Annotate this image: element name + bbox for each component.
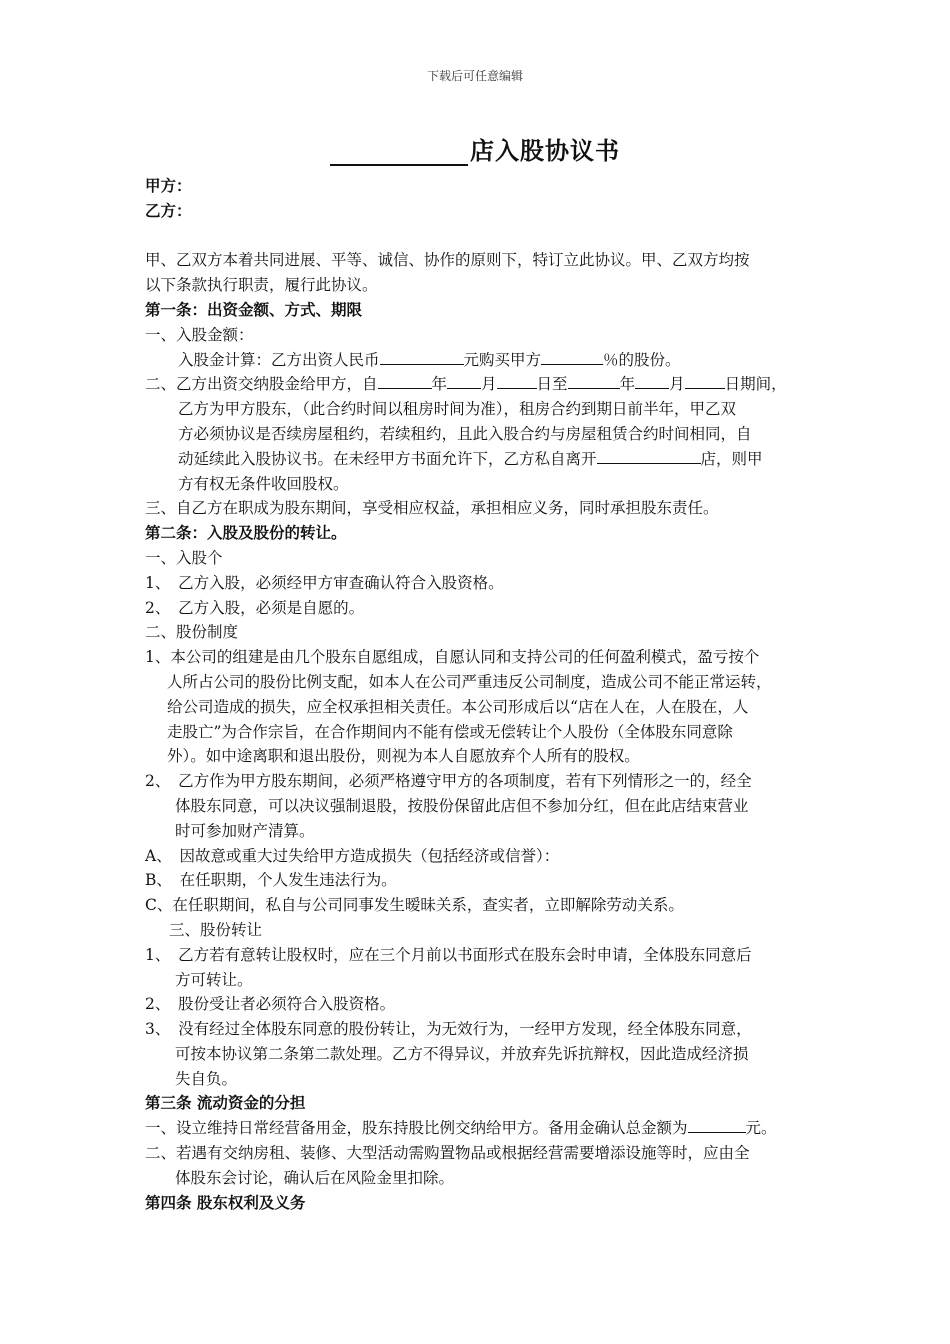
l1-text: 元。 bbox=[745, 1119, 777, 1138]
party-a-label: 甲方： bbox=[145, 176, 192, 195]
article-3-l2: 二、若遇有交纳房租、装修、大型活动需购置物品或根据经营需要增添设施等时，应由全 bbox=[145, 1144, 750, 1163]
date-blank bbox=[635, 373, 669, 389]
calc-text: 元购买甲方 bbox=[463, 350, 542, 369]
article-1-heading: 第一条：出资金额、方式、期限 bbox=[145, 299, 363, 319]
article-3-l1 bbox=[145, 1116, 825, 1141]
date-blank bbox=[447, 373, 481, 389]
article-1-s2-line: 方有权无条件收回股权。 bbox=[178, 474, 349, 493]
document-title bbox=[0, 131, 950, 166]
list-item: 1、 乙方入股，必须经甲方审查确认符合入股资格。 bbox=[145, 573, 504, 592]
spacer bbox=[145, 224, 825, 249]
article-3-heading: 第三条 流动资金的分担 bbox=[145, 1093, 306, 1113]
page-header: 下载后可任意编辑 bbox=[426, 69, 523, 83]
s2-text: 日至 bbox=[536, 375, 568, 394]
list-item-cont: 时可参加财产清算。 bbox=[175, 821, 315, 840]
s2-text: 年 bbox=[431, 375, 448, 394]
list-item-cont: 可按本协议第二条第二款处理。乙方不得异议，并放弃先诉抗辩权，因此造成经济损 bbox=[175, 1044, 749, 1063]
title-text: 店入股协议书 bbox=[470, 136, 620, 165]
list-item: 1、 乙方若有意转让股权时，应在三个月前以书面形式在股东会时申请，全体股东同意后 bbox=[145, 945, 752, 964]
calc-text: ％的股份。 bbox=[603, 350, 681, 369]
article-1-s1: 一、入股金额： bbox=[145, 325, 254, 344]
article-1-s2-line: 方必须协议是否续房屋租约，若续租约，且此入股合约与房屋租赁合约时间相同，自 bbox=[178, 424, 752, 443]
article-1-s2-line bbox=[145, 447, 825, 472]
article-1-s3: 三、自乙方在职成为股东期间，享受相应权益，承担相应义务，同时承担股东责任。 bbox=[145, 499, 719, 518]
calc-text: 入股金计算：乙方出资人民币 bbox=[178, 350, 380, 369]
list-item: 2、 股份受让者必须符合入股资格。 bbox=[145, 995, 396, 1014]
s2-text: 日期间， bbox=[724, 375, 787, 394]
list-item: 2、 乙方入股，必须是自愿的。 bbox=[145, 598, 365, 617]
article-2-p2: 二、股份制度 bbox=[145, 623, 239, 642]
intro-line: 甲、乙双方本着共同进展、平等、诚信、协作的原则下，特订立此协议。甲、乙双方均按 bbox=[145, 251, 750, 270]
date-blank bbox=[497, 373, 537, 389]
article-2-p3: 三、股份转让 bbox=[169, 920, 263, 939]
list-item: B、 在任职期，个人发生违法行为。 bbox=[145, 871, 397, 890]
list-item: A、 因故意或重大过失给甲方造成损失（包括经济或信誉）： bbox=[145, 846, 560, 865]
date-blank bbox=[378, 373, 432, 389]
list-item-cont: 走股亡”为合作宗旨，在合作期间内不能有偿或无偿转让个人股份（全体股东同意除 bbox=[167, 722, 733, 741]
article-1-s2-line: 乙方为甲方股东，（此合约时间以租房时间为准），租房合约到期日前半年，甲乙双 bbox=[178, 400, 737, 419]
s2-text: 店，则甲 bbox=[700, 449, 763, 468]
title-blank bbox=[330, 138, 468, 166]
article-4-heading: 第四条 股东权利及义务 bbox=[145, 1192, 306, 1212]
article-2-heading: 第二条：入股及股份的转让。 bbox=[145, 523, 347, 543]
list-item: C、在任职期间，私自与公司同事发生暧昧关系，查实者，立即解除劳动关系。 bbox=[145, 896, 684, 915]
l1-text: 一、设立维持日常经营备用金，股东持股比例交纳给甲方。备用金确认总金额为 bbox=[145, 1119, 688, 1138]
list-item-cont: 方可转让。 bbox=[175, 970, 253, 989]
article-3-l2-cont: 体股东会讨论，确认后在风险金里扣除。 bbox=[175, 1168, 455, 1187]
date-blank bbox=[568, 373, 620, 389]
article-1-calc bbox=[145, 348, 825, 373]
document-body bbox=[145, 174, 825, 1215]
article-2-p1: 一、入股个 bbox=[145, 548, 223, 567]
amount-blank bbox=[688, 1117, 746, 1133]
article-1-s2 bbox=[145, 372, 825, 397]
list-item-cont: 失自负。 bbox=[175, 1069, 238, 1088]
party-b-label: 乙方： bbox=[145, 200, 192, 220]
date-blank bbox=[685, 373, 725, 389]
list-item-cont: 给公司造成的损失，应全权承担相关责任。本公司形成后以“店在人在，人在股在，人 bbox=[167, 697, 749, 716]
store-blank bbox=[597, 448, 701, 464]
amount-blank bbox=[380, 349, 464, 365]
intro-line: 以下条款执行职责，履行此协议。 bbox=[145, 276, 378, 295]
s2-text: 月 bbox=[481, 375, 497, 394]
list-item-cont: 体股东同意，可以决议强制退股，按股份保留此店但不参加分红，但在此店结束营业 bbox=[175, 796, 749, 815]
list-item-cont: 人所占公司的股份比例支配，如本人在公司严重违反公司制度，造成公司不能正常运转， bbox=[167, 672, 772, 691]
s2-text: 月 bbox=[669, 375, 685, 394]
list-item: 1、本公司的组建是由几个股东自愿组成，自愿认同和支持公司的任何盈利模式，盈亏按个 bbox=[145, 648, 760, 667]
list-item-cont: 外）。如中途离职和退出股份，则视为本人自愿放弃个人所有的股权。 bbox=[167, 747, 640, 766]
s2-text: 动延续此入股协议书。在未经甲方书面允许下，乙方私自离开 bbox=[178, 449, 597, 468]
percent-blank bbox=[541, 349, 603, 365]
s2-text: 二、乙方出资交纳股金给甲方，自 bbox=[145, 375, 378, 394]
s2-text: 年 bbox=[619, 375, 636, 394]
list-item: 2、 乙方作为甲方股东期间，必须严格遵守甲方的各项制度，若有下列情形之一的，经全 bbox=[145, 772, 752, 791]
list-item: 3、 没有经过全体股东同意的股份转让，为无效行为，一经甲方发现，经全体股东同意， bbox=[145, 1020, 752, 1039]
